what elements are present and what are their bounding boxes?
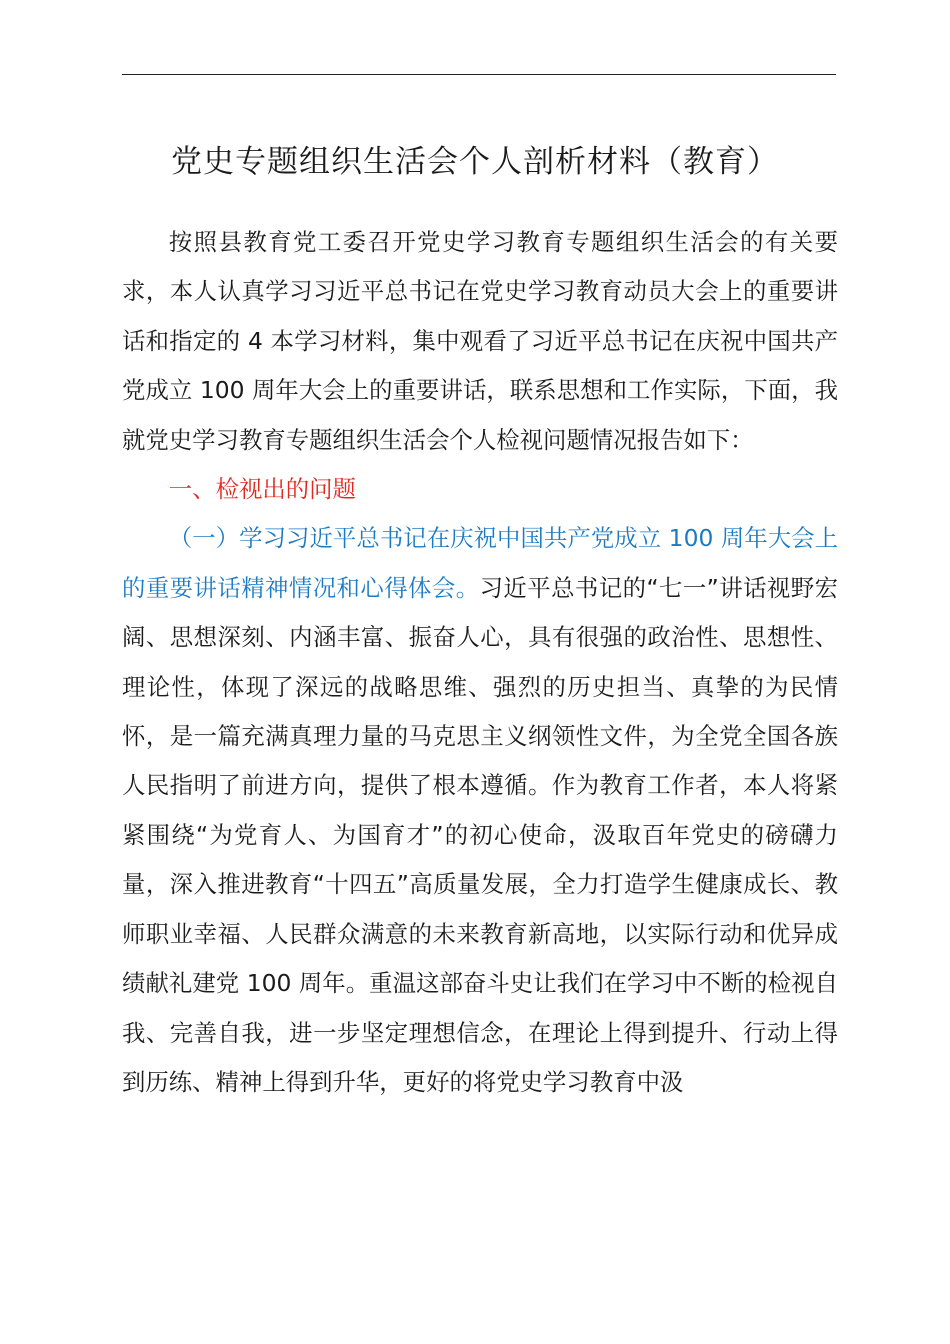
subsection-heading-study: （一）学习习近平总书记在庆祝中国共产党成立 100 周年大会上的重要讲话精神情况和心得体会。 <box>122 524 838 602</box>
subsection-body-text: 习近平总书记的“七一”讲话视野宏阔、思想深刻、内涵丰富、振奋人心，具有很强的政治性、思想性、理论性，体现了深远的战略思维、强烈的历史担当、真挚的为民情怀，是一篇充满真理力量的马克思主义纲领性文件，为全党全国各族人民指明了前进方向，提供了根本遵循。作为教育工作者，本人将紧紧围绕“为党育人、为国育才”的初心使命，汲取百年党史的磅礴力量，深入推进教育“十四五”高质量发展，全力打造学生健康成长、教师职业幸福、人民群众满意的未来教育新高地，以实际行动和优异成绩献礼建党 100 周年。重温这部奋斗史让我们在学习中不断的检视自我、完善自我，进一步坚定理想信念，在理论上得到提升、行动上得到历练、精神上得到升华，更好的将党史学习教育中汲 <box>122 573 838 1096</box>
section-heading-problems: 一、检视出的问题 <box>168 475 356 504</box>
subsection-paragraph <box>122 514 838 1107</box>
document-body <box>122 218 838 1107</box>
document-title: 党史专题组织生活会个人剖析材料（教育） <box>171 144 779 180</box>
intro-paragraph: 按照县教育党工委召开党史学习教育专题组织生活会的有关要求，本人认真学习习近平总书记在党史学习教育动员大会上的重要讲话和指定的 4 本学习材料，集中观看了习近平总书记在庆祝中国共产党成立 100 周年大会上的重要讲话，联系思想和工作实际，下面，我就党史学习教育专题组织生活会个人检视问题情况报告如下： <box>122 228 838 454</box>
header-rule <box>122 74 836 75</box>
